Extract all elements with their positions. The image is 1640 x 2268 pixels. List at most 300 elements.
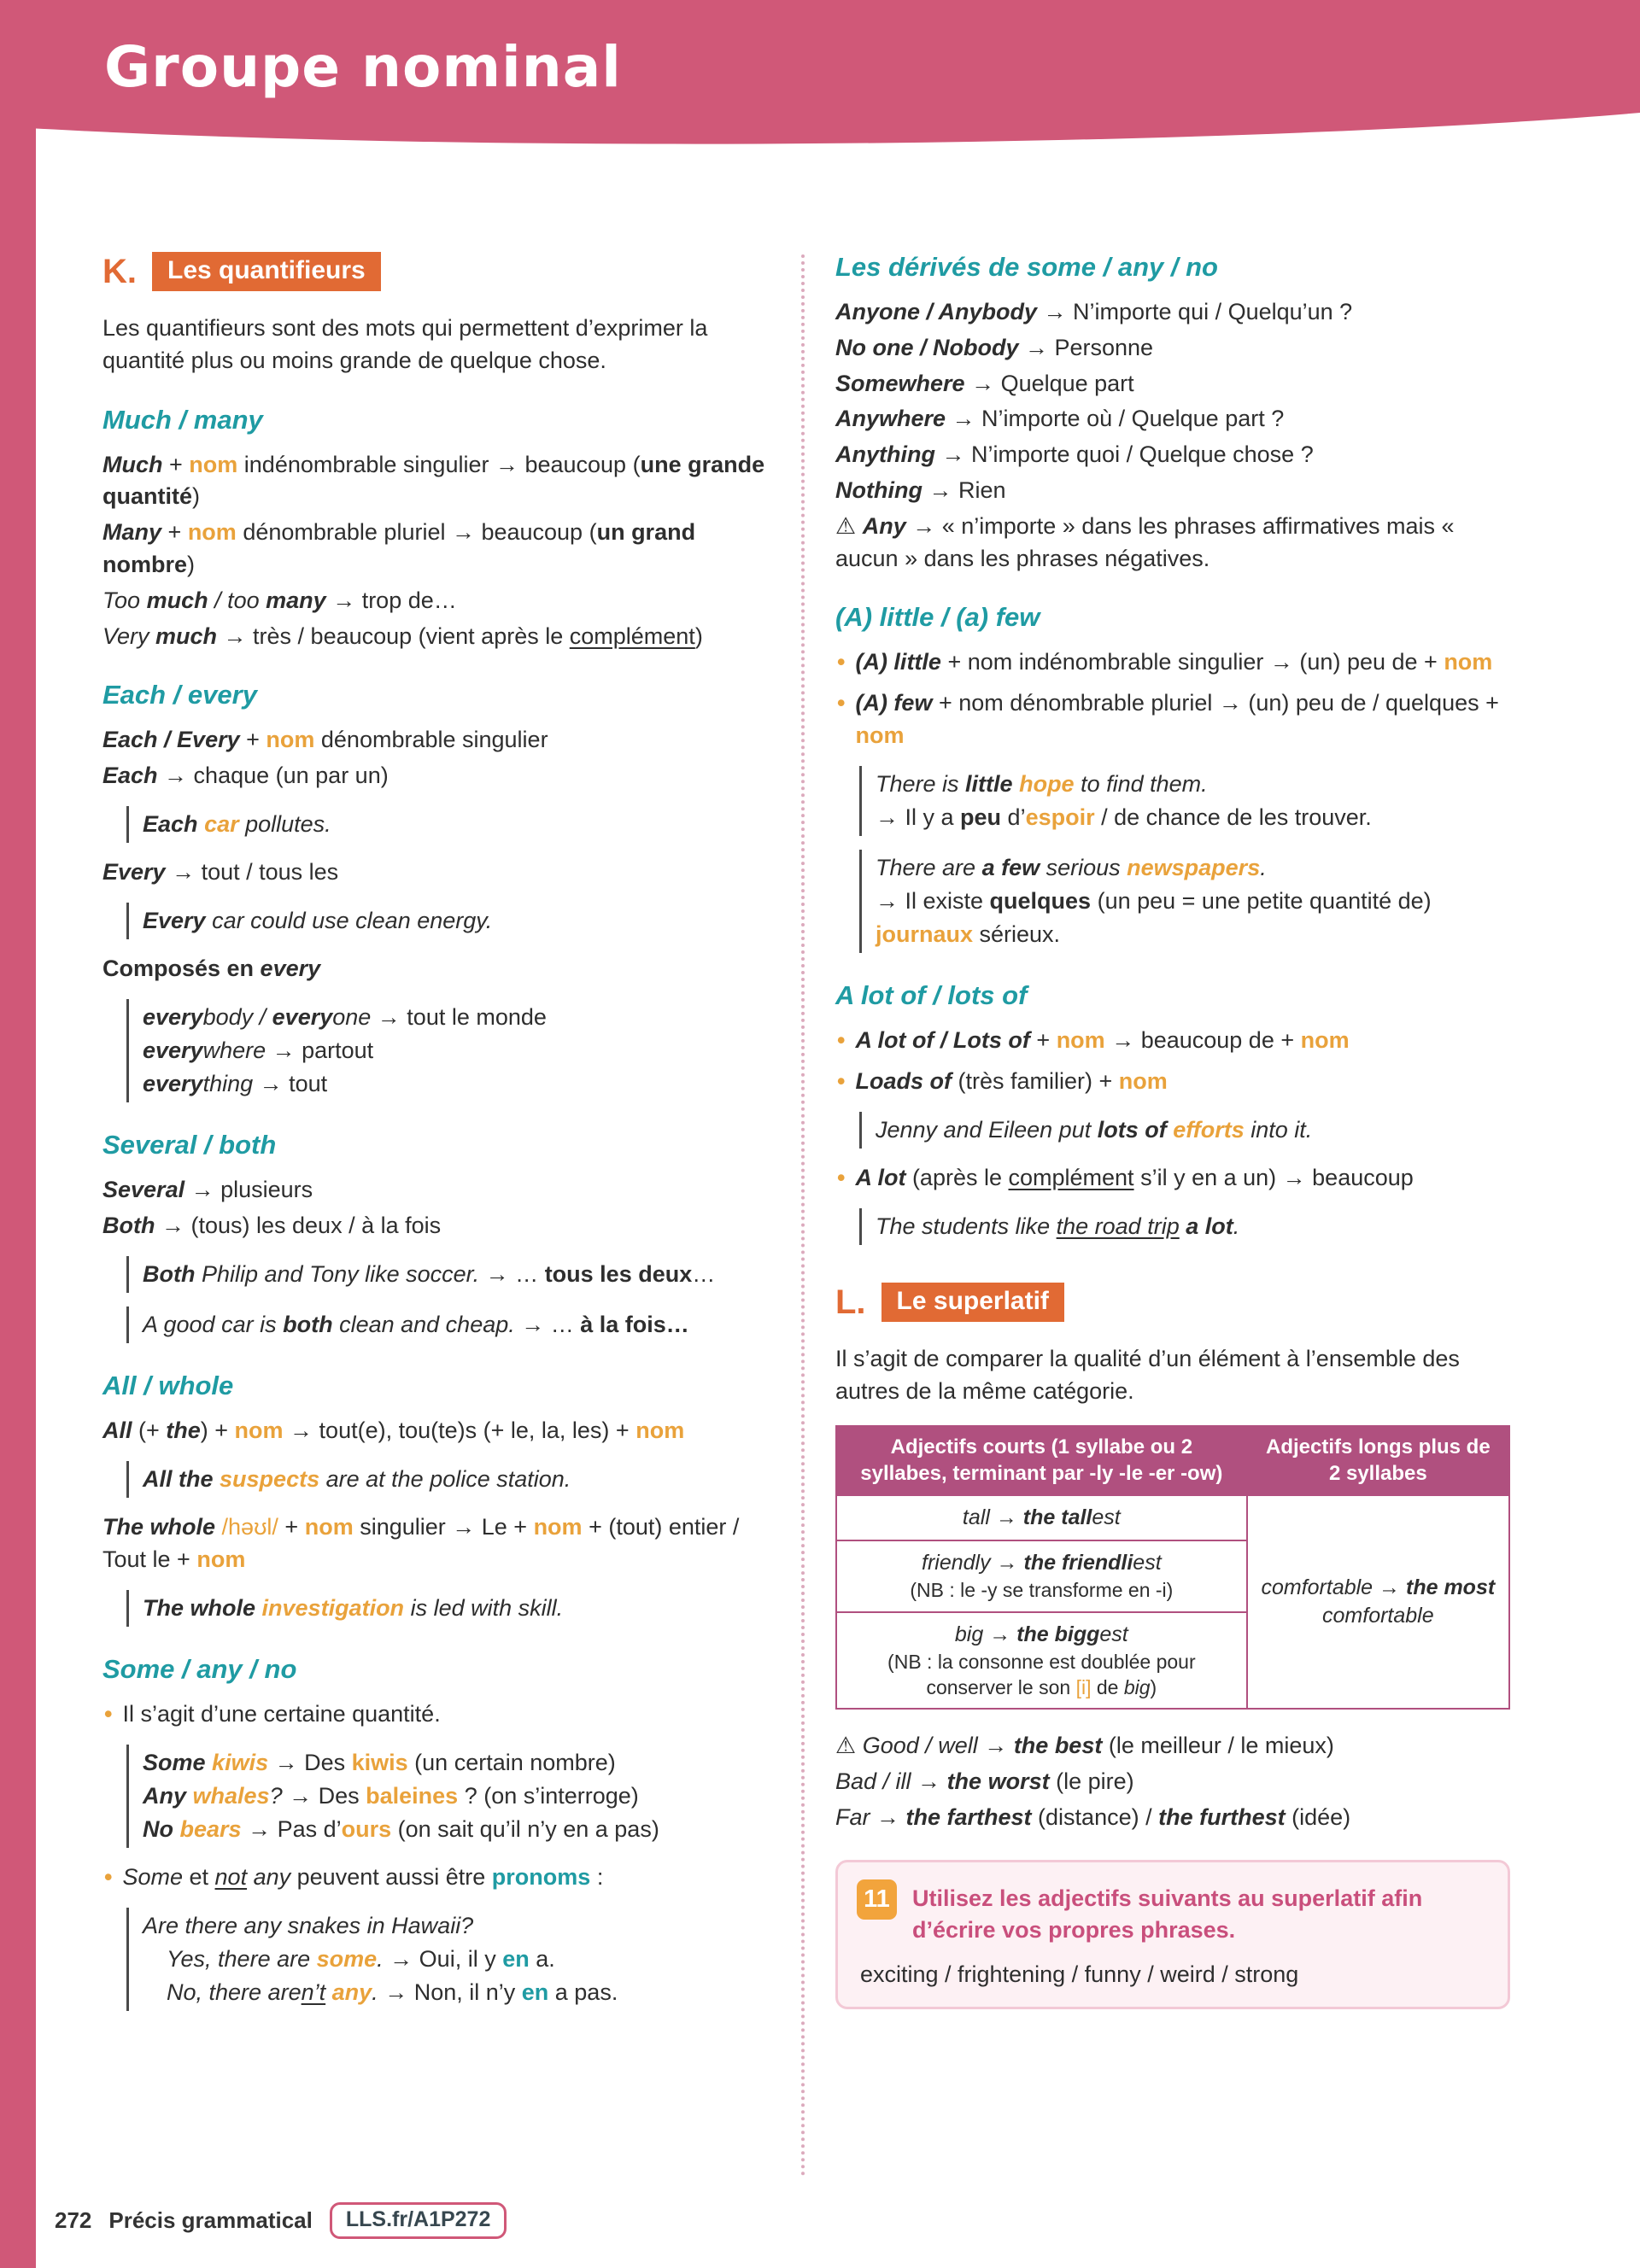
bullet-icon: •: [837, 1027, 846, 1054]
text-segment: n’t: [301, 1979, 326, 2006]
text-segment: → Des: [268, 1749, 352, 1775]
table-cell-line: [847, 1549, 1236, 1577]
text-segment: nom: [855, 722, 905, 748]
text-segment: No, there are: [167, 1979, 302, 2006]
subheading: Much / many: [102, 404, 263, 435]
example-block: [126, 1461, 779, 1498]
table-head: [836, 1426, 1509, 1495]
text-segment: /həʊl/: [221, 1514, 278, 1540]
example-block: [126, 806, 779, 843]
text-segment: (idée): [1285, 1803, 1351, 1830]
text-segment: too: [227, 587, 266, 613]
text-segment: Anyone / Anybody: [835, 299, 1038, 324]
text-segment: (après le: [905, 1165, 1009, 1191]
text-segment: Il s’agit d’une certaine quantité.: [122, 1700, 441, 1727]
text-segment: nom: [636, 1418, 685, 1444]
text-segment: lots of: [1097, 1117, 1167, 1143]
text-segment: (NB : la consonne est doublée pour conserver le son: [887, 1650, 1196, 1698]
text-segment: nom: [234, 1418, 284, 1444]
text-segment: tall: [962, 1505, 990, 1530]
text-line: [835, 1766, 1510, 1798]
text-segment: → N’importe quoi / Quelque chose ?: [934, 441, 1314, 468]
text-segment: car: [204, 811, 239, 838]
text-segment: newspapers: [1127, 855, 1261, 881]
text-segment: +: [239, 727, 266, 753]
text-line: [835, 475, 1510, 507]
subheading: All / whole: [102, 1371, 234, 1401]
section-heading: [102, 252, 779, 291]
text-segment: s’il y en a un) → beaucoup: [1133, 1165, 1414, 1191]
text-segment: ?: [269, 1782, 283, 1809]
text-segment: [325, 1979, 332, 2005]
text-segment: many: [266, 587, 326, 613]
text-segment: Every: [102, 859, 166, 886]
text-segment: est: [1092, 1505, 1121, 1530]
text-segment: +: [278, 1514, 305, 1540]
text-segment: ⚠: [835, 512, 863, 539]
text-segment: un grand nombre: [102, 519, 696, 578]
text-segment: A lot: [855, 1165, 906, 1191]
text-segment: /: [208, 587, 228, 613]
text-line: [102, 449, 779, 514]
text-segment: singulier → Le +: [353, 1514, 534, 1540]
page-number: 272: [55, 2207, 92, 2233]
text-segment: Philip and Tony like soccer.: [195, 1260, 480, 1287]
text-segment: Too: [102, 587, 147, 613]
text-segment: + (tout) entier / Tout le +: [102, 1514, 740, 1572]
text-segment: → plusieurs: [184, 1177, 313, 1203]
text-segment: Bad / ill: [835, 1768, 911, 1795]
text-segment: nom: [304, 1514, 354, 1540]
example-block: [859, 850, 1510, 953]
text-segment: [215, 1514, 222, 1540]
text-segment: [186, 1783, 193, 1809]
text-line: [835, 332, 1510, 365]
text-segment: a lot: [1186, 1213, 1233, 1239]
page-title: Groupe nominal: [104, 34, 622, 100]
text-segment: (A) little: [855, 649, 941, 675]
example-block: [126, 999, 779, 1102]
text-segment: → trop de…: [325, 587, 457, 613]
text-line: [102, 1511, 779, 1576]
text-segment: [214, 1466, 220, 1492]
text-segment: .: [1260, 855, 1267, 881]
text-segment: est: [1133, 1551, 1162, 1575]
exercise-word-list: exciting / frightening / funny / weird / strong: [860, 1961, 1299, 1988]
text-segment: Both: [102, 1213, 155, 1239]
example-line: [143, 1813, 779, 1846]
bullet-text: [855, 646, 1510, 679]
section-letter: K.: [102, 252, 137, 290]
section-heading: [835, 1283, 1510, 1322]
example-line: [876, 768, 1510, 801]
text-segment: → chaque (un par un): [157, 763, 389, 789]
text-segment: Each / Every: [102, 727, 240, 753]
text-line: [102, 760, 779, 792]
text-segment: + nom indénombrable singulier → (un) peu de +: [940, 649, 1444, 675]
text-segment: et: [183, 1864, 215, 1891]
text-segment: Each: [102, 763, 158, 789]
text-line: [835, 368, 1510, 400]
text-line: [102, 724, 779, 757]
text-segment: → …: [479, 1260, 545, 1287]
text-line: [835, 511, 1510, 576]
text-segment: investigation: [261, 1594, 405, 1621]
text-segment: (le meilleur / le mieux): [1102, 1733, 1334, 1759]
text-segment: Nothing: [835, 476, 922, 503]
text-segment: [247, 1864, 254, 1890]
footer-link[interactable]: LLS.fr/A1P272: [330, 2202, 507, 2239]
text-segment: Anywhere: [835, 406, 946, 432]
text-segment: peuvent aussi être: [290, 1864, 492, 1891]
text-segment: There is: [876, 770, 966, 797]
text-segment: kiwis: [351, 1749, 408, 1775]
exercise-header: [857, 1879, 1489, 1947]
text-segment: .: [377, 1946, 384, 1973]
bullet-text: [855, 1025, 1510, 1057]
text-segment: the farthest: [905, 1803, 1032, 1830]
text-segment: est: [1099, 1622, 1128, 1646]
text-segment: a few: [981, 855, 1040, 881]
left-column: [102, 252, 779, 2025]
text-segment: both: [283, 1312, 333, 1338]
text-segment: → tout le monde: [371, 1003, 547, 1030]
text-segment: nom: [533, 1514, 583, 1540]
table-row: [836, 1495, 1509, 1540]
text-segment: de: [1091, 1675, 1124, 1698]
example-line: [143, 1746, 779, 1780]
bullet-text: [855, 687, 1510, 752]
text-segment: much: [155, 623, 218, 649]
bullet-item: [835, 687, 1510, 752]
bullet-item: [835, 1025, 1510, 1057]
section-letter: L.: [835, 1283, 866, 1321]
text-segment: nom: [189, 451, 238, 477]
exercise-box: [835, 1860, 1510, 2010]
text-segment: → Il y a: [876, 804, 961, 830]
text-segment: nom: [266, 727, 315, 753]
text-segment: Loads of: [855, 1068, 952, 1095]
example-block: [859, 1112, 1510, 1149]
text-segment: [i]: [1075, 1675, 1092, 1698]
text-segment: Somewhere: [835, 370, 965, 396]
text-segment: Jenny and Eileen put: [876, 1117, 1098, 1143]
bullet-item: [835, 1066, 1510, 1098]
text-segment: → (tous) les deux / à la fois: [155, 1213, 442, 1239]
text-segment: kiwis: [212, 1749, 269, 1775]
text-segment: big: [954, 1622, 984, 1646]
text-segment: → Quelque part: [964, 370, 1134, 396]
text-segment: nom: [1444, 649, 1493, 675]
text-segment: nom: [1118, 1068, 1168, 1095]
text-segment: Far: [835, 1803, 870, 1830]
subheading: A lot of / lots of: [835, 980, 1028, 1011]
text-segment: Are there any snakes in Hawaii?: [143, 1912, 474, 1938]
text-segment: ? (on s’interroge): [458, 1782, 639, 1809]
text-segment: .: [1233, 1213, 1240, 1239]
text-segment: bears: [179, 1815, 242, 1842]
table-cell-line: [847, 1621, 1236, 1649]
text-segment: hope: [1019, 770, 1075, 797]
text-segment: the worst: [946, 1768, 1050, 1795]
text-segment: friendly: [922, 1551, 991, 1575]
text-segment: (distance) /: [1031, 1803, 1159, 1830]
text-segment: dénombrable singulier: [314, 727, 548, 753]
text-segment: whales: [192, 1782, 270, 1809]
text-segment: serious: [1040, 855, 1128, 881]
text-segment: (+: [132, 1418, 167, 1444]
section-label: Les quantifieurs: [152, 252, 381, 291]
text-segment: complément: [1008, 1165, 1134, 1191]
text-segment: → N’importe qui / Quelqu’un ?: [1037, 299, 1353, 324]
text-segment: ) +: [200, 1418, 235, 1444]
text-segment: → tout: [253, 1071, 328, 1097]
text-segment: sérieux.: [973, 921, 1061, 948]
subheading: Each / every: [102, 680, 257, 710]
table-cell-long: [1247, 1495, 1509, 1709]
text-line: [102, 585, 779, 617]
paragraph: [835, 1342, 1510, 1408]
text-segment: nom: [1056, 1027, 1105, 1054]
text-segment: comfortable: [1261, 1575, 1374, 1600]
text-segment: →: [1373, 1575, 1406, 1600]
table-cell-line: [847, 1504, 1236, 1532]
bullet-text: [122, 1698, 779, 1731]
text-segment: +: [162, 451, 190, 477]
example-block: [126, 1745, 779, 1848]
text-segment: dénombrable pluriel → beaucoup (: [236, 519, 597, 546]
text-segment: The whole: [102, 1514, 216, 1540]
footer-label: Précis grammatical: [108, 2207, 313, 2233]
text-segment: the most: [1406, 1575, 1496, 1600]
table-body: [836, 1495, 1509, 1709]
text-segment: big: [1123, 1675, 1151, 1698]
text-segment: [206, 1750, 213, 1775]
text-segment: suspects: [220, 1466, 320, 1492]
text-segment: are at the police station.: [319, 1466, 571, 1492]
text-segment: / de chance de les trouver.: [1094, 804, 1372, 830]
table-cell-line: [847, 1649, 1236, 1701]
text-segment: ours: [341, 1815, 392, 1842]
text-segment: → Rien: [922, 476, 1006, 503]
text-segment: peu: [960, 804, 1002, 830]
example-block: [859, 766, 1510, 836]
text-segment: [198, 811, 205, 837]
text-segment: → N’importe où / Quelque part ?: [946, 406, 1285, 432]
text-segment: a.: [529, 1946, 555, 1973]
example-line: [876, 885, 1510, 951]
text-segment: ): [192, 483, 200, 510]
text-segment: → très / beaucoup (vient après le: [217, 623, 570, 649]
bullet-item: [102, 1698, 779, 1731]
text-segment: → tout(e), tou(te)s (+ le, la, les) +: [283, 1418, 636, 1444]
example-line: [143, 808, 779, 841]
example-line: [143, 1001, 779, 1034]
bullet-item: [102, 1862, 779, 1894]
text-line: [102, 621, 779, 653]
text-segment: any: [331, 1979, 372, 2006]
text-segment: …: [692, 1260, 716, 1287]
text-segment: is led with skill.: [404, 1594, 564, 1621]
text-segment: Anything: [835, 441, 935, 468]
text-segment: ): [187, 552, 196, 578]
text-segment: ): [694, 623, 703, 649]
example-line: [143, 1034, 779, 1067]
text-segment: → Non, il n’y: [378, 1979, 522, 2006]
text-segment: → Oui, il y: [383, 1946, 503, 1973]
text-line: [835, 439, 1510, 471]
text-segment: + nom dénombrable pluriel → (un) peu de / quelques +: [932, 690, 1499, 716]
text-segment: into it.: [1244, 1117, 1313, 1143]
text-segment: (le pire): [1049, 1768, 1134, 1795]
table-header-long-adjectives: Adjectifs longs plus de 2 syllabes: [1247, 1426, 1509, 1495]
text-segment: [173, 1816, 180, 1842]
text-segment: +: [161, 519, 188, 546]
text-segment: the friendli: [1023, 1551, 1133, 1575]
example-line: [876, 851, 1510, 885]
text-segment: quelques: [989, 888, 1092, 915]
text-segment: ): [1150, 1675, 1157, 1698]
bullet-text: [122, 1862, 779, 1894]
text-segment: une grande quantité: [102, 451, 765, 510]
text-segment: Several: [102, 1177, 185, 1203]
superlative-table: [835, 1425, 1510, 1710]
bullet-icon: •: [837, 1068, 846, 1095]
text-segment: [1013, 771, 1020, 797]
example-line: [143, 1909, 779, 1943]
example-block: [126, 1908, 779, 2011]
right-column: [835, 252, 1510, 2009]
paragraph: [102, 312, 779, 377]
text-segment: to find them.: [1074, 770, 1208, 797]
text-segment: the furthest: [1158, 1803, 1286, 1830]
text-segment: en: [502, 1946, 530, 1973]
text-segment: (NB : le -y se transforme en -i): [910, 1579, 1174, 1602]
text-segment: Each: [143, 811, 198, 838]
bullet-text: [855, 1162, 1510, 1195]
text-segment: ⚠: [835, 1733, 863, 1759]
text-segment: the best: [1013, 1733, 1103, 1759]
column-divider: [801, 254, 805, 2177]
text-segment: Many: [102, 519, 162, 546]
example-line: [143, 904, 779, 938]
text-line: [835, 296, 1510, 329]
subheading: Les dérivés de some / any / no: [835, 252, 1218, 282]
example-line: [143, 1780, 779, 1813]
example-line: [143, 1258, 779, 1291]
text-segment: a pas.: [548, 1979, 618, 2006]
text-segment: → beaucoup de +: [1104, 1027, 1301, 1054]
text-segment: nom: [196, 1546, 246, 1572]
text-segment: The whole: [143, 1594, 256, 1621]
text-segment: Very: [102, 623, 156, 649]
text-segment: →: [989, 1505, 1023, 1530]
example-line: [876, 801, 1510, 834]
text-segment: Composés en: [102, 956, 261, 982]
text-segment: comfortable: [1322, 1604, 1434, 1628]
text-segment: efforts: [1173, 1117, 1245, 1143]
text-segment: Both: [143, 1260, 196, 1287]
text-segment: →: [983, 1622, 1017, 1646]
text-segment: the: [166, 1418, 201, 1444]
subheading: Some / any / no: [102, 1653, 297, 1684]
text-segment: [255, 1595, 262, 1621]
text-segment: the bigg: [1016, 1622, 1100, 1646]
example-block: [126, 903, 779, 939]
bullet-icon: •: [837, 690, 846, 716]
text-segment: →: [990, 1551, 1024, 1575]
text-segment: Any: [862, 512, 906, 539]
text-segment: → Pas d’: [241, 1815, 342, 1842]
example-block: [126, 1256, 779, 1293]
text-segment: nom: [1300, 1027, 1350, 1054]
text-segment: A good car is: [143, 1312, 284, 1338]
text-segment: every: [143, 1038, 203, 1064]
text-segment: journaux: [876, 921, 974, 948]
text-segment: The students like: [876, 1213, 1057, 1239]
left-accent-bar: [0, 0, 36, 2268]
example-block: [126, 1306, 779, 1343]
text-segment: Some: [143, 1749, 206, 1775]
text-segment: not: [214, 1864, 248, 1891]
text-segment: much: [146, 587, 208, 613]
text-segment: +: [1029, 1027, 1057, 1054]
text-segment: every: [260, 956, 321, 982]
text-segment: any: [253, 1864, 291, 1891]
subheading: (A) little / (a) few: [835, 602, 1040, 633]
text-segment: clean and cheap.: [332, 1312, 515, 1338]
text-segment: little: [965, 770, 1013, 797]
text-segment: thing: [202, 1071, 254, 1097]
text-segment: every: [272, 1003, 333, 1030]
text-segment: the tall: [1022, 1505, 1092, 1530]
text-segment: → tout / tous les: [165, 859, 339, 886]
text-segment: one: [332, 1003, 372, 1030]
text-segment: Some: [122, 1864, 183, 1891]
section-label: Le superlatif: [882, 1283, 1064, 1322]
text-segment: /: [253, 1003, 272, 1030]
text-segment: every: [143, 1003, 203, 1030]
text-segment: (très familier) +: [951, 1068, 1119, 1095]
table-header-row: [836, 1426, 1509, 1495]
bullet-icon: •: [104, 1700, 113, 1727]
exercise-instruction: Utilisez les adjectifs suivants au superlatif afin d’écrire vos propres phrases.: [912, 1885, 1423, 1943]
text-segment: No: [143, 1815, 173, 1842]
text-segment: Les quantifieurs sont des mots qui permettent d’exprimer la quantité plus ou moins grande de quelque chose.: [102, 315, 708, 374]
bullet-item: [835, 1162, 1510, 1195]
text-line: [835, 1730, 1510, 1762]
text-segment: → « n’importe » dans les phrases affirmatives mais « aucun » dans les phrases négatives.: [835, 512, 1455, 571]
example-line: [143, 1308, 779, 1342]
text-segment: → Personne: [1018, 334, 1154, 360]
bullet-icon: •: [837, 1165, 846, 1191]
text-segment: A lot of / Lots of: [855, 1027, 1030, 1054]
text-segment: → Il existe: [876, 888, 990, 915]
text-segment: tous les deux: [544, 1260, 693, 1287]
text-segment: where: [202, 1038, 266, 1064]
text-segment: (A) few: [855, 690, 933, 716]
text-line: [102, 953, 779, 985]
text-segment: some: [316, 1946, 378, 1973]
text-segment: Every: [143, 907, 206, 933]
table-header-short-adjectives: Adjectifs courts (1 syllabe ou 2 syllabes, terminant par -ly -le -er -ow): [836, 1426, 1247, 1495]
text-segment: body: [202, 1003, 254, 1030]
text-segment: Much: [102, 451, 163, 477]
text-segment: → Des: [282, 1782, 366, 1809]
table-cell-short: [836, 1612, 1247, 1710]
text-segment: baleines: [366, 1782, 459, 1809]
text-segment: d’: [1001, 804, 1026, 830]
